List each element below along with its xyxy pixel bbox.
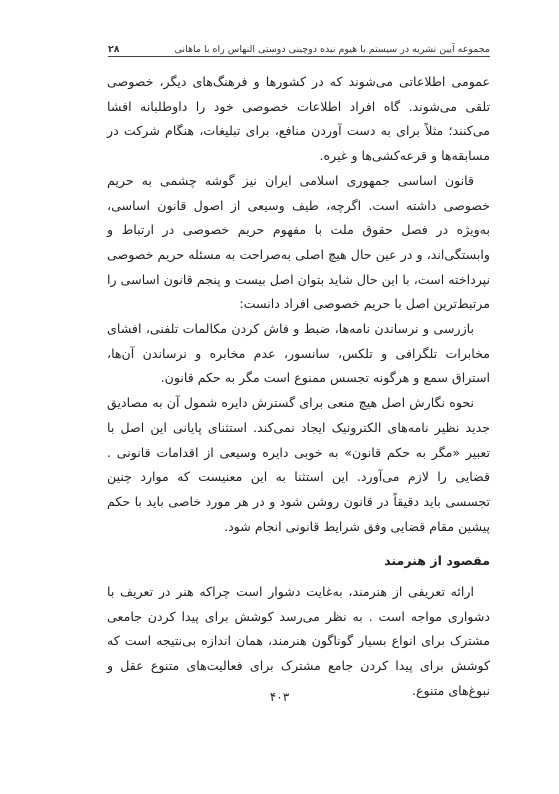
paragraph-2: قانون اساسی جمهوری اسلامی ایران نیز گوشه چشمی به حریم خصوصی داشته است. اگرچه، طیف وسیعی از اصول قانون اساسی، به‌ویژه در فصل حقوق ملت با مفهوم حریم خصوصی در ارتباط و وابستگی‌اند، و در عین حال هیچ اصلی به‌صراحت به مسئله حریم خصوصی نپرداخته است، با این حال شاید بتوان اصل بیست و پنجم قانون اساسی را مرتبط‌ترین اصل با حریم خصوصی افراد دانست: [107,172,490,312]
footer-page-number: ۴۰۳ [269,690,290,704]
main-text-block [107,70,490,539]
running-header [108,35,490,55]
header-divider [108,56,490,57]
header-page-number: ۲۸ [108,44,120,55]
paragraph-1: عمومی اطلاعاتی می‌شوند که در کشورها و فرهنگ‌های دیگر، خصوصی تلقی می‌شوند. گاه افراد اطلاعات خصوصی خود را داوطلبانه افشا می‌کنند؛ مثلاً برای به دست آوردن منافع، برای تبلیغات، هنگام شرکت در مسابقه‌ها و قرعه‌کشی‌ها و غیره. [107,74,490,164]
running-title: مجموعه آیین نشریه در سیستم با هیوم نیده دوچینی دوستی النهاس راه با ماهانی [174,44,490,55]
quoted-article-paragraph: بازرسی و نرساندن نامه‌ها، ضبط و فاش کردن مکالمات تلفنی، افشای مخابرات تلگرافی و تلکس، سانسور، عدم مخابره و نرساندن آن‌ها، استراق سمع و هرگونه تجسس ممنوع است مگر به حکم قانون. [107,321,490,386]
section-paragraph: ارائه تعریفی از هنرمند، به‌غایت دشوار است چراکه هنر در تعریف با دشواری مواجه است . به نظر می‌رسد کوشش برای پیدا کردن جامعی مشترک برای انواع بسیار گوناگون هنرمند، همان اندازه بی‌نتیجه است که کوشش برای پیدا کردن جامع مشترک برای فعالیت‌های متنوع عقل و نبوغ‌های متنوع. [107,584,490,698]
paragraph-4: نحوه نگارش اصل هیچ منعی برای گسترش دایره شمول آن به مصادیق جدید نظیر نامه‌های الکترونیک ایجاد نمی‌کند. استثنای پایانی این اصل با تعبیر «مگر به حکم قانون» به خوبی دایره وسیعی از اقدامات قانونی . قضایی را لازم می‌آورد. این استثنا به این معنیست که موارد چنین تجسسی باید دقیقاً در قانون روشن شود و در هر مورد خاصی باید با حکم پیشین مقام قضایی وفق شرایط قانونی انجام شود. [107,395,490,534]
section-heading: مقصود از هنرمند [384,553,490,568]
